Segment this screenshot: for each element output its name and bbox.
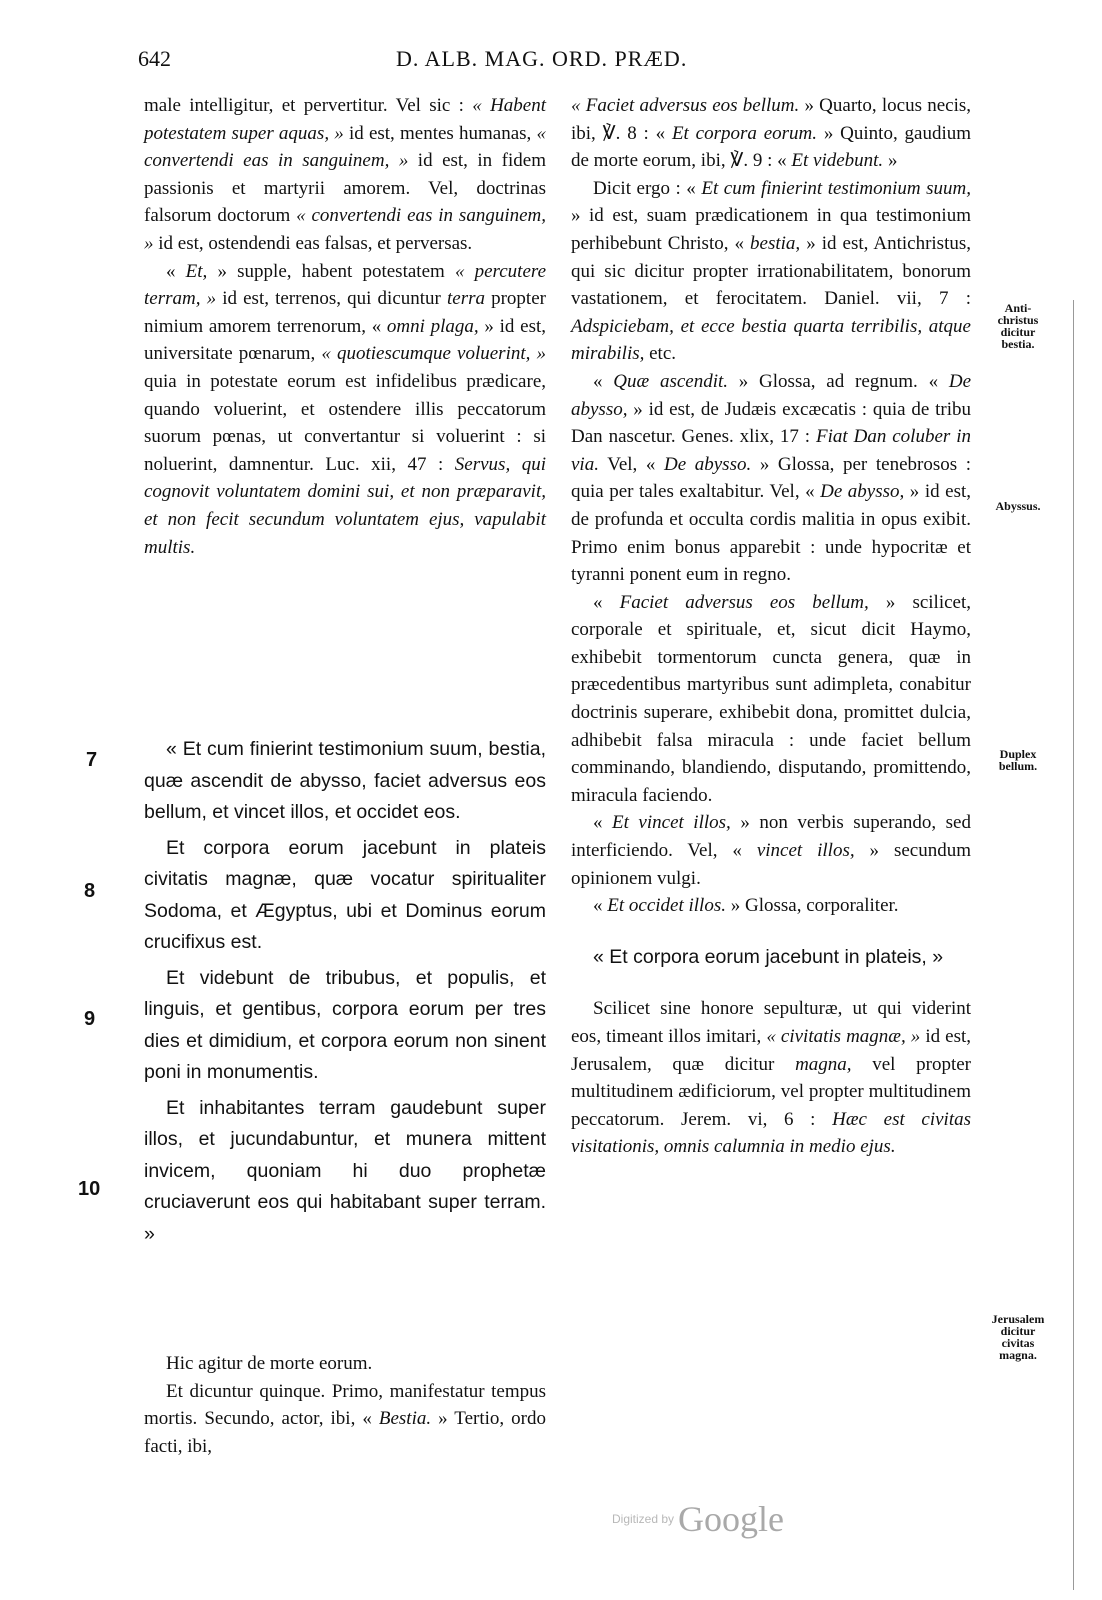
text-run: « — [593, 370, 614, 392]
verse-text: Et inhabitantes terram gaudebunt super illos, et jucundabuntur, et munera mittent invicem, quoniam hi duo prophetæ cruciaverunt eos qui habitabant super terram. » — [144, 1096, 546, 1245]
italic-text: Fiat Dan coluber in via. — [571, 426, 971, 475]
right-commentary — [571, 92, 971, 1161]
italic-text: De abysso, — [571, 370, 971, 420]
text-run: quia in potestate eorum est infidelibus prædicare, quando voluerint, et ostendere illis peccatorum suorum pœnas, ut convertantur si voluerint : si noluerint, damnentur. Luc. xii, 47 : — [144, 370, 546, 475]
text-run: « — [593, 591, 620, 613]
digitized-watermark — [612, 1498, 784, 1540]
text-run: propter nimium amorem terrenorum, « — [144, 288, 546, 337]
text-run: « — [593, 895, 608, 917]
paragraph — [571, 995, 971, 1161]
text-run: » id est, de profunda et occulta cordis malitia in opus exibit. Primo enim bonus apparebit : unde hypocritæ et tyranni ponent eum in regno. — [571, 481, 971, 586]
marginal-note — [978, 500, 1058, 512]
italic-text: Hæc est civitas visitationis, omnis calumnia in medio ejus. — [571, 1108, 972, 1158]
text-run: » Tertio, ordo facti, ibi, — [144, 1408, 546, 1457]
text-run: male intelligitur, et pervertitur. Vel sic : — [144, 95, 473, 116]
italic-text: Bestia. — [378, 1408, 432, 1430]
marginal-note — [978, 748, 1058, 772]
paragraph — [571, 368, 971, 589]
paragraph — [571, 809, 971, 892]
text-run: » Quinto, gaudium de morte eorum, ibi, ℣. 9 : « — [571, 122, 972, 172]
text-run: » non verbis superando, sed interficiendo. Vel, « — [571, 812, 971, 862]
italic-text: De abysso. — [664, 453, 752, 475]
marginal-line: magna. — [999, 1348, 1037, 1362]
watermark-prefix: Digitized by — [612, 1512, 675, 1526]
text-run: « — [593, 812, 613, 834]
marginal-line: dicitur — [1000, 1324, 1036, 1338]
italic-text: omni plaga, — [386, 315, 479, 337]
marginal-line: Duplex — [999, 747, 1037, 761]
italic-text: Servus, qui cognovit voluntatem domini sui, et non præparavit, et non fecit secundum voluntatem ejus, vapulabit multis. — [144, 453, 546, 558]
text-run: Hic agitur de morte eorum. — [166, 1353, 373, 1374]
page-edge-line — [1073, 300, 1074, 1590]
left-commentary-top — [144, 92, 546, 561]
text-run: « — [166, 260, 186, 282]
italic-text: Et cum finierint testimonium suum, — [701, 177, 972, 199]
italic-text: terra — [446, 288, 485, 310]
scripture-verses — [144, 734, 546, 1254]
italic-text: Et occidet illos. — [607, 895, 726, 917]
text-run: Et dicuntur quinque. Primo, manifestatur tempus mortis. Secundo, actor, ibi, « — [144, 1380, 546, 1430]
italic-text: Quæ ascendit. — [613, 370, 729, 392]
text-run: » id est, de Judæis excæcatis : quia de tribu Dan nascetur. Genes. xlix, 17 : — [571, 398, 971, 448]
italic-text: magna, — [795, 1053, 852, 1075]
text-run: id est, ostendendi eas falsas, et perversas. — [153, 232, 473, 254]
page-number: 642 — [138, 46, 171, 71]
italic-text: Faciet adversus eos bellum, — [619, 591, 869, 613]
marginal-line: Jerusalem — [991, 1312, 1045, 1326]
paragraph — [571, 892, 971, 920]
text-run: » id est, suam prædicationem in qua testimonium perhibebunt Christo, « — [571, 205, 971, 254]
italic-text: vincet illos, — [756, 840, 855, 862]
paragraph — [571, 175, 971, 368]
italic-text: De abysso, — [820, 481, 905, 503]
italic-text: « percutere terram, » — [144, 260, 547, 310]
text-run: id est, terrenos, qui dicuntur — [216, 288, 447, 310]
verse-text: Et videbunt de tribubus, et populis, et linguis, et gentibus, corpora eorum per tres dies et dimidium, et corpora eorum non sinent poni in monumentis. — [144, 966, 546, 1083]
italic-text: Adspiciebam, et ecce bestia quarta terribilis, atque mirabilis, — [571, 315, 971, 365]
text-run: » Glossa, ad regnum. « — [728, 370, 949, 392]
paragraph — [144, 1378, 546, 1461]
marginal-line: bellum. — [998, 759, 1038, 773]
text-run: id est, mentes humanas, — [343, 122, 537, 144]
paragraph — [571, 92, 971, 175]
text-run: id est, Jerusalem, quæ dicitur — [571, 1025, 971, 1075]
marginal-line: Abyssus. — [995, 499, 1041, 513]
text-run: » Glossa, corporaliter. — [725, 895, 899, 917]
text-run: » Glossa, per tenebrosos : quia per tales exaltabitur. Vel, « — [571, 453, 971, 503]
italic-text: bestia, — [750, 232, 801, 254]
marginal-line: dicitur — [1000, 325, 1036, 339]
verse-text: Et corpora eorum jacebunt in plateis civitatis magnæ, quæ vocatur spiritualiter Sodoma, et Ægyptus, ubi et Dominus eorum crucifixus est. — [144, 836, 546, 953]
paragraph — [571, 942, 971, 974]
text-run: « Et corpora eorum jacebunt in plateis, » — [593, 945, 944, 968]
italic-text: « convertendi eas in sanguinem, » — [144, 205, 547, 254]
left-commentary-bottom — [144, 1350, 546, 1460]
text-run: Dicit ergo : « — [593, 177, 702, 199]
text-run: » supple, habent potestatem — [207, 260, 455, 282]
text-run: » secundum opinionem vulgi. — [571, 840, 971, 889]
running-title: D. ALB. MAG. ORD. PRÆD. — [396, 46, 688, 71]
italic-text: « Faciet adversus eos bellum. — [571, 95, 800, 116]
italic-text: « quotiescumque voluerint, » — [321, 343, 546, 365]
italic-text: Et videbunt. — [791, 150, 884, 172]
italic-text: « convertendi eas in sanguinem, » — [144, 122, 546, 172]
paragraph — [144, 92, 546, 258]
marginal-note — [978, 1313, 1058, 1361]
paragraph — [144, 1350, 546, 1378]
paragraph — [144, 258, 546, 562]
italic-text: Et, — [185, 260, 208, 282]
marginal-line: Anti- — [1004, 301, 1032, 315]
marginal-note — [978, 302, 1058, 350]
italic-text: « Habent potestatem super aquas, » — [144, 95, 547, 144]
verse-text: « Et cum finierint testimonium suum, bestia, quæ ascendit de abysso, faciet adversus eos bellum, et vincet illos, et occidet eos. — [144, 738, 546, 823]
text-run: Vel, « — [598, 453, 664, 475]
text-run: Scilicet sine honore sepulturæ, ut qui viderint eos, timeant illos imitari, — [571, 998, 971, 1047]
italic-text: Et corpora eorum. — [671, 122, 818, 144]
verse-number: 8 — [84, 880, 96, 902]
marginal-line: civitas — [1001, 1336, 1035, 1350]
verse-number: 7 — [86, 749, 98, 771]
text-run: id est, in fidem passionis et martyrii amorem. Vel, doctrinas falsorum doctorum — [144, 150, 546, 227]
text-run: etc. — [644, 343, 677, 365]
marginal-line: christus — [997, 313, 1039, 327]
marginal-line: bestia. — [1001, 337, 1035, 351]
page-header — [138, 46, 1058, 78]
text-run: » Quarto, locus necis, ibi, ℣. 8 : « — [571, 95, 971, 144]
text-run: » id est, Antichristus, qui sic dicitur propter irrationabilitatem, bonorum vastationem, et ferocitatem. Daniel. vii, 7 : — [571, 232, 971, 310]
verse-number: 10 — [78, 1178, 101, 1200]
text-run: » scilicet, corporale et spirituale, et, sicut dicit Haymo, exhibebit tormentorum cuncta genera, quæ in præcedentibus martyribus sunt adimpleta, conabitur doctrinis superare, exhibebit dona, promittet dulcia, adhibebit falsa miracula : unde faciet bellum comminando, blandiendo, disputando, promittendo, miracula faciendo. — [571, 591, 971, 806]
text-run: vel propter multitudinem ædificiorum, vel propter multitudinem peccatorum. Jerem. vi, 6 : — [571, 1053, 971, 1130]
verse-number: 9 — [84, 1008, 96, 1030]
google-logo: Google — [678, 1499, 785, 1539]
text-run: » — [883, 150, 898, 172]
italic-text: « civitatis magnæ, » — [766, 1025, 921, 1047]
italic-text: Et vincet illos, — [612, 812, 731, 834]
text-run: » id est, universitate pœnarum, — [144, 315, 546, 365]
paragraph — [571, 589, 971, 810]
